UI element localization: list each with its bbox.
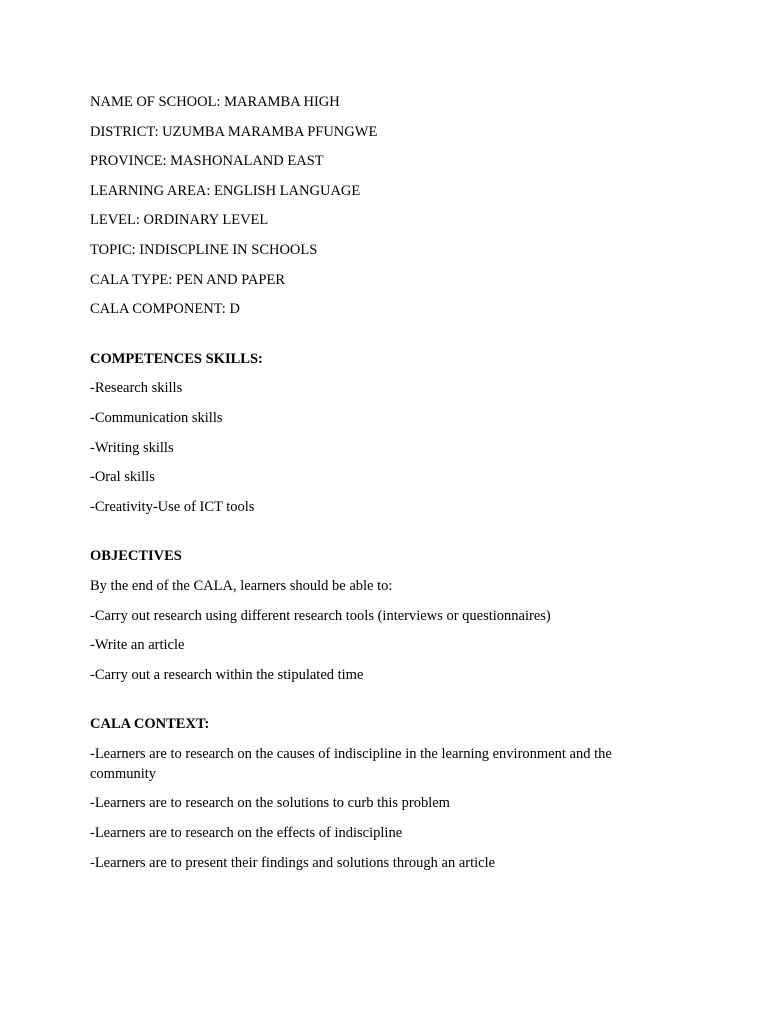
spacer — [90, 329, 650, 349]
document-page — [90, 92, 650, 882]
objectives-section — [90, 546, 650, 684]
competence-item: -Research skills — [90, 380, 183, 397]
level: LEVEL: ORDINARY LEVEL — [90, 212, 269, 229]
province: PROVINCE: MASHONALAND EAST — [90, 153, 324, 170]
context-item: -Learners are to research on the causes of indiscipline in the learning environment and the community — [90, 745, 612, 782]
school-name: NAME OF SCHOOL: MARAMBA HIGH — [90, 94, 340, 110]
objectives-heading: OBJECTIVES — [90, 548, 182, 565]
context-item: -Learners are to research on the effects of indiscipline — [90, 825, 403, 842]
objective-item: -Carry out a research within the stipulated time — [90, 666, 364, 683]
objective-item: -Carry out research using different research tools (interviews or questionnaires) — [90, 607, 551, 624]
competence-item: -Oral skills — [90, 469, 155, 486]
context-item: -Learners are to research on the solutions to curb this problem — [90, 795, 450, 812]
competences-heading: COMPETENCES SKILLS: — [90, 350, 263, 367]
competence-item: -Creativity-Use of ICT tools — [90, 498, 255, 515]
topic: TOPIC: INDISCPLINE IN SCHOOLS — [90, 241, 318, 258]
context-item: -Learners are to present their findings and solutions through an article — [90, 854, 496, 871]
cala-component: CALA COMPONENT: D — [90, 301, 240, 318]
header-block — [90, 92, 650, 319]
competences-section — [90, 349, 650, 517]
cala-type: CALA TYPE: PEN AND PAPER — [90, 271, 285, 288]
spacer — [90, 526, 650, 546]
learning-area: LEARNING AREA: ENGLISH LANGUAGE — [90, 182, 361, 199]
district: DISTRICT: UZUMBA MARAMBA PFUNGWE — [90, 123, 378, 140]
context-section — [90, 714, 650, 872]
competence-item: -Communication skills — [90, 409, 223, 426]
objective-item: -Write an article — [90, 637, 185, 654]
spacer — [90, 694, 650, 714]
objectives-intro: By the end of the CALA, learners should be able to: — [90, 577, 393, 594]
competence-item: -Writing skills — [90, 439, 174, 456]
context-heading: CALA CONTEXT: — [90, 716, 210, 733]
